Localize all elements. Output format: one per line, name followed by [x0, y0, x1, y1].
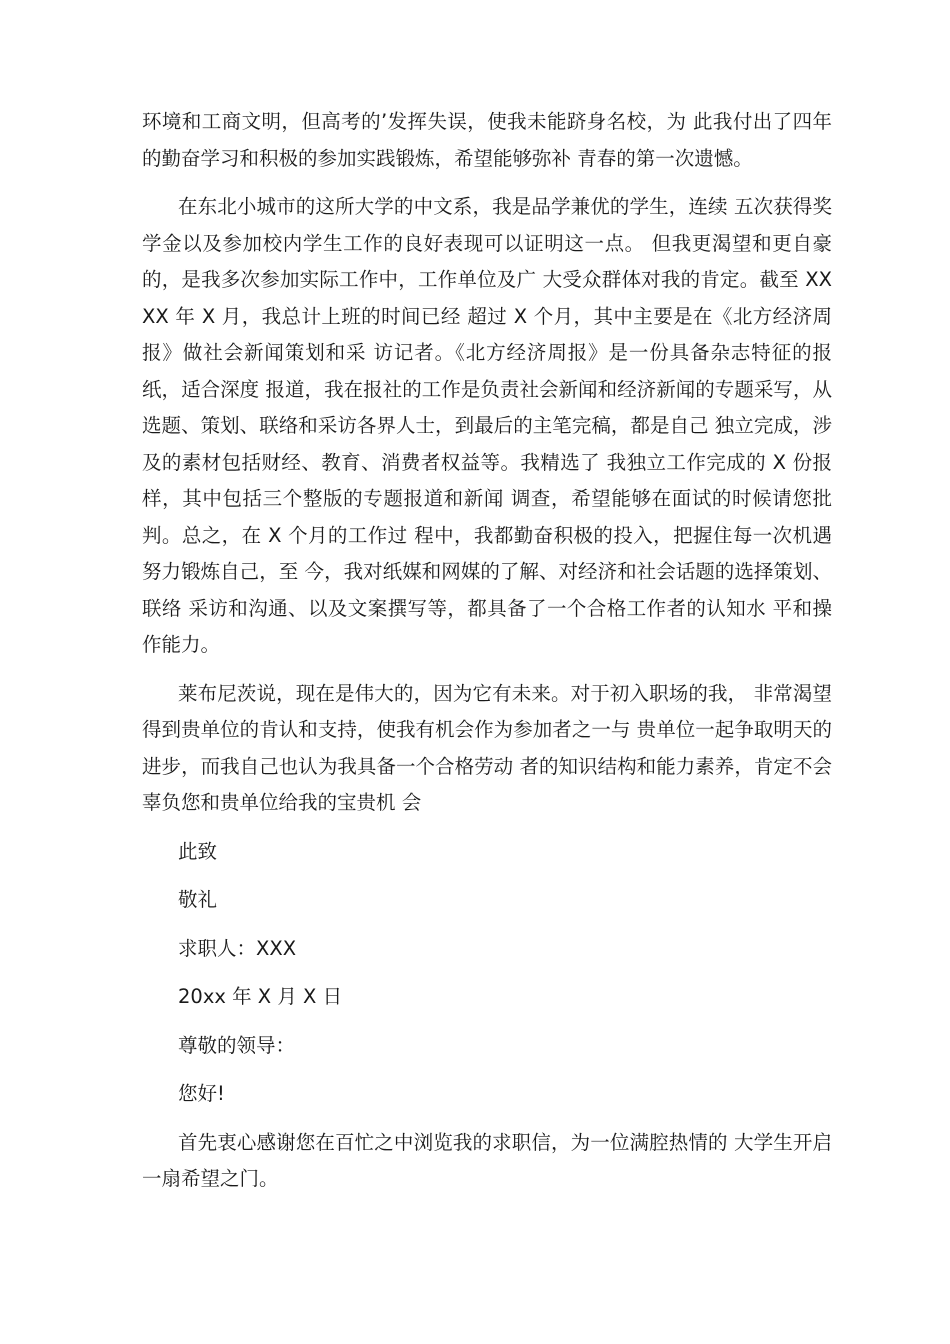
letter-page: [142, 104, 832, 1210]
paragraph-3: 莱布尼茨说，现在是伟大的，因为它有未来。对于初入职场的我， 非常渴望得到贵单位的肯认和支持，使我有机会作为参加者之一与 贵单位一起争取明天的进步，而我自己也认为我具备一个合格劳动 者的知识结构和能力素养，肯定不会辜负您和贵单位给我的宝贵机 会: [142, 681, 832, 814]
greeting: 您好!: [178, 1082, 225, 1105]
closing-line-2: 敬礼: [178, 888, 218, 911]
signature: 求职人：XXX: [178, 936, 297, 960]
salutation: 尊敬的领导：: [178, 1033, 296, 1057]
paragraph-4: 首先衷心感谢您在百忙之中浏览我的求职信，为一位满腔热情的 大学生开启一扇希望之门。: [142, 1130, 832, 1190]
paragraph-1: 环境和工商文明，但高考的’发挥失误，使我未能跻身名校，为 此我付出了四年的勤奋学习和积极的参加实践锻炼，希望能够弥补 青春的第一次遗憾。: [142, 110, 832, 170]
paragraph-2: 在东北小城市的这所大学的中文系，我是品学兼优的学生，连续 五次获得奖学金以及参加校内学生工作的良好表现可以证明这一点。 但我更渴望和更自豪的，是我多次参加实际工作中，工作单位及广 大受众群体对我的肯定。截至 XXXX 年 X 月，我总计上班的时间已经 超过 X 个月，其中主要是在《北方经济周报》做社会新闻策划和采 访记者。《北方经济周报》是一份具备杂志特征的报纸，适合深度 报道，我在报社的工作是负责社会新闻和经济新闻的专题采写，从 选题、策划、联络和采访各界人士，到最后的主笔完稿，都是自己 独立完成，涉及的素材包括财经、教育、消费者权益等。我精选了 我独立工作完成的 X 份报样，其中包括三个整版的专题报道和新闻 调查，希望能够在面试的时候请您批判。总之，在 X 个月的工作过 程中，我都勤奋积极的投入，把握住每一次机遇努力锻炼自己，至 今，我对纸媒和网媒的了解、对经济和社会话题的选择策划、联络 采访和沟通、以及文案撰写等，都具备了一个合格工作者的认知水 平和操作能力。: [142, 195, 832, 656]
date: 20xx 年 X 月 X 日: [178, 985, 343, 1008]
closing-line-1: 此致: [178, 839, 218, 863]
